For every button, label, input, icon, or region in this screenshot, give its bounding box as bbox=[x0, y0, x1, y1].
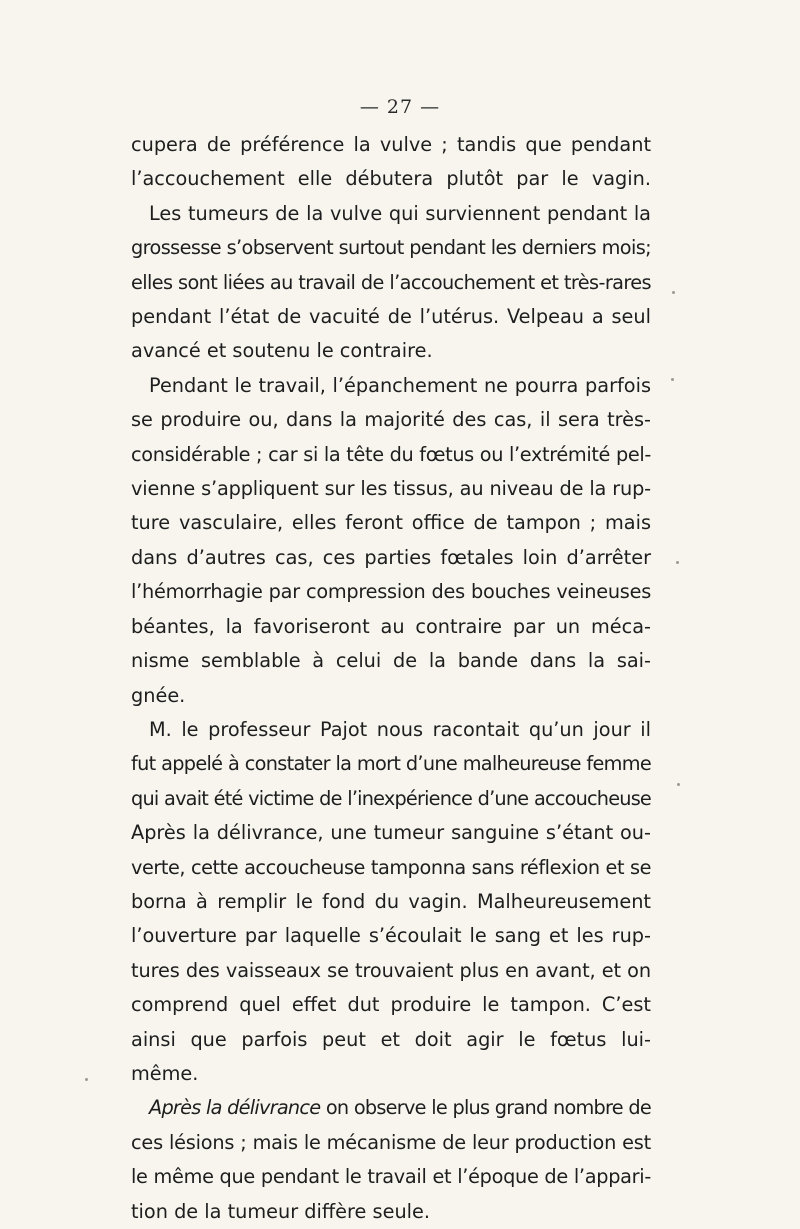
text-line: ture vasculaire, elles feront office de tampon ; mais bbox=[131, 511, 651, 535]
text-line: Pendant le travail, l’épanchement ne pourra parfois bbox=[149, 373, 651, 397]
text-line: avancé et soutenu le contraire. bbox=[131, 339, 433, 363]
paper-speck bbox=[677, 783, 680, 786]
text-line: ainsi que parfois peut et doit agir le fœtus lui- bbox=[131, 1027, 651, 1051]
text-line: ces lésions ; mais le mécanisme de leur production est bbox=[131, 1130, 651, 1154]
text-line: Après la délivrance, une tumeur sanguine s’étant ou- bbox=[131, 821, 651, 845]
text-line: fut appelé à constater la mort d’une malheureuse femme bbox=[131, 752, 651, 776]
text-line: nisme semblable à celui de la bande dans la sai- bbox=[131, 649, 651, 673]
text-line: l’ouverture par laquelle s’écoulait le sang et les rup- bbox=[131, 924, 651, 948]
paper-speck bbox=[671, 378, 674, 381]
text-line: l’accouchement elle débutera plutôt par le vagin. bbox=[131, 167, 651, 191]
text-line bbox=[131, 1091, 651, 1125]
text-line: tures des vaisseaux se trouvaient plus en avant, et on bbox=[131, 958, 651, 982]
text-line: elles sont liées au travail de l’accouchement et très-rares bbox=[131, 270, 651, 294]
line-text: on observe le plus grand nombre de bbox=[320, 1096, 651, 1120]
text-line: pendant l’état de vacuité de l’utérus. Velpeau a seul bbox=[131, 305, 651, 329]
text-line: grossesse s’observent surtout pendant les derniers mois; bbox=[131, 236, 652, 260]
paper-speck bbox=[676, 561, 679, 564]
text-line: comprend quel effet dut produire le tampon. C’est bbox=[131, 993, 651, 1017]
text-line: l’hémorrhagie par compression des bouches veineuses bbox=[131, 580, 651, 604]
text-line: vienne s’appliquent sur les tissus, au niveau de la rup- bbox=[131, 477, 651, 501]
text-line: dans d’autres cas, ces parties fœtales loin d’arrêter bbox=[131, 545, 651, 569]
text-line: qui avait été victime de l’inexpérience d’une accoucheuse bbox=[131, 786, 651, 810]
text-line: borna à remplir le fond du vagin. Malheureusement bbox=[131, 889, 651, 913]
page-number: — 27 — bbox=[359, 96, 441, 118]
body-text bbox=[131, 128, 651, 1229]
text-line: cupera de préférence la vulve ; tandis que pendant bbox=[131, 133, 651, 156]
italic-phrase: Après la délivrance bbox=[149, 1096, 321, 1120]
text-line: M. le professeur Pajot nous racontait qu’un jour il bbox=[149, 717, 651, 741]
paper-speck bbox=[85, 1078, 88, 1081]
text-line: tion de la tumeur diffère seule. bbox=[131, 1199, 431, 1223]
text-line: se produire ou, dans la majorité des cas, il sera très- bbox=[131, 408, 651, 432]
paper-speck bbox=[672, 291, 675, 294]
text-line: même. bbox=[131, 1061, 199, 1085]
text-line: le même que pendant le travail et l’époque de l’appari- bbox=[131, 1165, 651, 1189]
text-line: béantes, la favoriseront au contraire par un méca- bbox=[131, 614, 651, 638]
text-line: considérable ; car si la tête du fœtus ou l’extrémité pel- bbox=[131, 442, 651, 466]
text-line: gnée. bbox=[131, 683, 186, 707]
text-line: Les tumeurs de la vulve qui surviennent pendant la bbox=[149, 201, 651, 225]
text-line: verte, cette accoucheuse tamponna sans réflexion et se bbox=[131, 855, 651, 879]
